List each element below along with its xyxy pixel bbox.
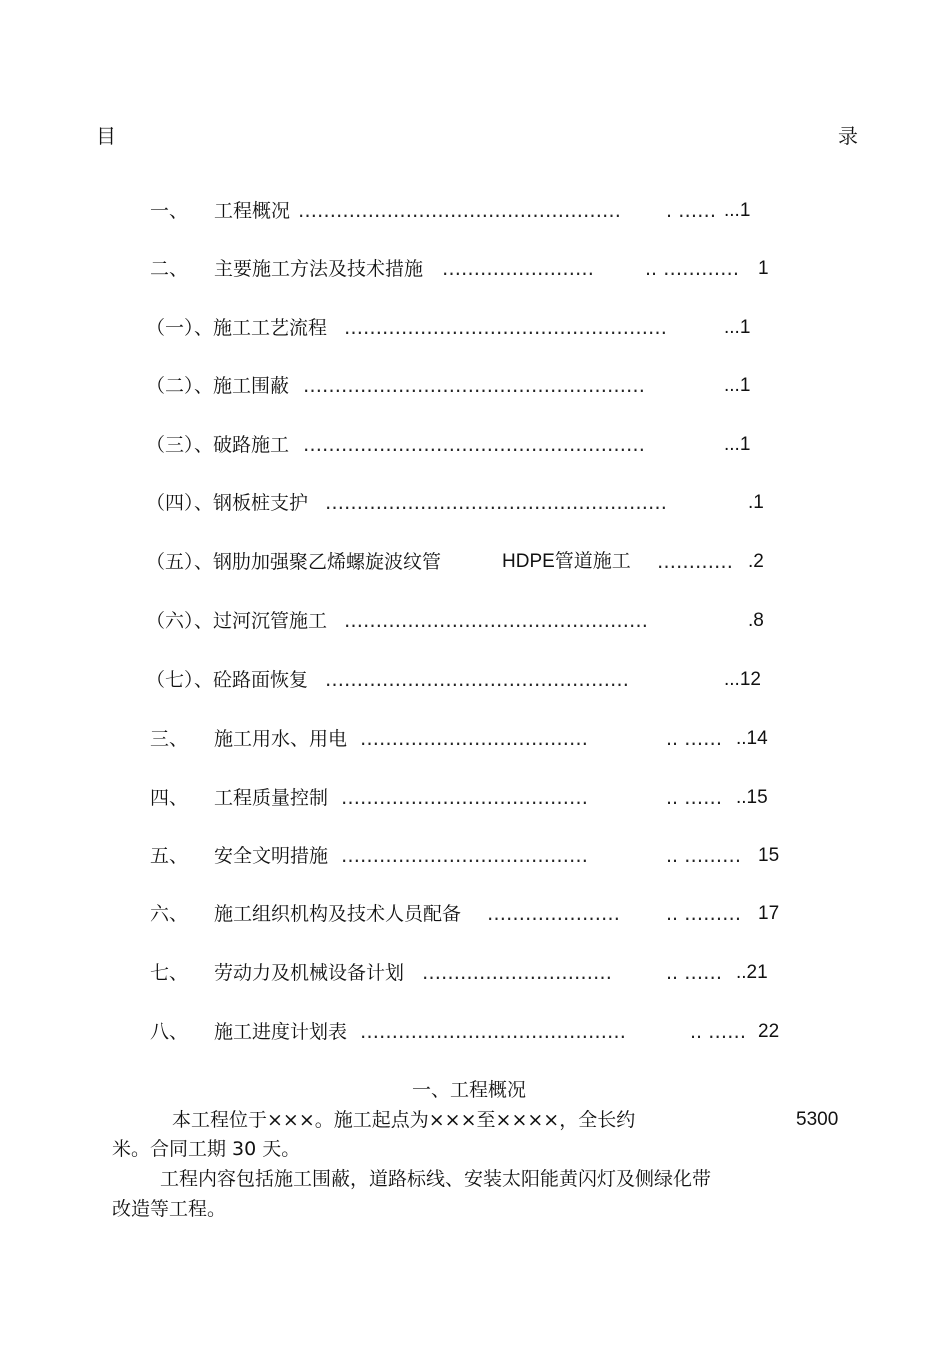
paragraph-1-line-2: 米。合同工期 30 天。 [112, 1138, 301, 1160]
toc-entry-leaders: ………………………………… [341, 787, 588, 809]
toc-entry [0, 961, 950, 987]
toc-entry-number: （二） [146, 375, 204, 397]
toc-entry-number: （一） [146, 317, 204, 339]
toc-entry-page: 15 [758, 845, 780, 866]
toc-entry-number: （四） [146, 492, 204, 514]
toc-entry [0, 844, 950, 870]
toc-entry-number: 四、 [150, 787, 189, 809]
toc-entry-leaders-mid: .. …… [690, 1021, 747, 1043]
toc-entry-leaders: ……………………………………………… [303, 375, 645, 397]
toc-entry-title: 、施工工艺流程 [194, 317, 328, 339]
toc-entry-title: 工程概况 [214, 200, 291, 222]
toc-entry [0, 1020, 950, 1046]
toc-entry-title: 、砼路面恢复 [194, 669, 309, 691]
toc-entry [0, 727, 950, 753]
toc-entry-page: .1 [748, 492, 764, 513]
toc-entry-leaders-mid: .. ………… [645, 258, 740, 280]
toc-entry-title: 主要施工方法及技术措施 [214, 258, 424, 280]
toc-entry-page: ...12 [724, 669, 761, 690]
toc-entry [0, 374, 950, 400]
toc-entry-title: 、破路施工 [194, 434, 290, 456]
toc-title-right: 录 [838, 124, 858, 148]
section-heading: 一、工程概况 [412, 1079, 527, 1101]
toc-entry-leaders: …………………………………………… [344, 317, 667, 339]
toc-entry [0, 609, 950, 635]
toc-entry-number: 三、 [150, 728, 189, 750]
toc-entry-leaders: …………………… [442, 258, 594, 280]
toc-entry [0, 902, 950, 928]
paragraph-2-line-1: 工程内容包括施工围蔽，道路标线、安装太阳能黄闪灯及侧绿化带 [160, 1168, 712, 1190]
toc-entry-number: 五、 [150, 845, 189, 867]
toc-entry-leaders: …………………………………… [360, 1021, 626, 1043]
toc-entry-leaders: ………………………………………… [325, 669, 629, 691]
toc-entry [0, 668, 950, 694]
toc-entry-title: 、过河沉管施工 [194, 610, 328, 632]
toc-entry-title: 施工组织机构及技术人员配备 [214, 903, 462, 925]
toc-entry-leaders-mid: .. ……… [666, 845, 742, 867]
toc-entry-leaders: ………………………………………… [344, 610, 648, 632]
toc-entry-leaders-mid: .. …… [666, 787, 723, 809]
toc-entry-leaders: ………………………………… [341, 845, 588, 867]
toc-entry-number: （五） [146, 551, 204, 573]
toc-entry [0, 433, 950, 459]
toc-entry-page: 1 [758, 258, 769, 279]
toc-entry-title: 施工进度计划表 [214, 1021, 348, 1043]
toc-title-left: 目 [96, 124, 116, 148]
toc-entry-page: ...1 [724, 434, 751, 455]
toc-entry-number: 六、 [150, 903, 189, 925]
toc-entry-page: ..14 [736, 728, 768, 749]
toc-entry-page: .8 [748, 610, 764, 631]
toc-entry-leaders: ……………………………… [360, 728, 588, 750]
toc-entry [0, 199, 950, 225]
paragraph-1-line-1: 本工程位于×××。施工起点为×××至××××，全长约 [172, 1109, 636, 1131]
toc-entry-page: 17 [758, 903, 780, 924]
toc-entry-leaders: ………………… [487, 903, 620, 925]
toc-entry [0, 257, 950, 283]
toc-entry-number: （七） [146, 669, 204, 691]
toc-entry-leaders-mid: .. ……… [666, 903, 742, 925]
toc-entry-page: .2 [748, 551, 764, 572]
toc-entry-leaders: …………………………………………… [298, 200, 621, 222]
toc-entry-title-extra: HDPE管道施工 [502, 551, 631, 572]
toc-entry-number: 二、 [150, 258, 189, 280]
toc-entry-page: 22 [758, 1021, 780, 1042]
toc-entry-title: 、施工围蔽 [194, 375, 290, 397]
paragraph-2-line-2: 改造等工程。 [112, 1198, 227, 1220]
toc-entry [0, 550, 950, 576]
toc-entry [0, 786, 950, 812]
toc-entry-title: 、钢板桩支护 [194, 492, 309, 514]
toc-entry-page: ..15 [736, 787, 768, 808]
paragraph-1-number: 5300 [796, 1109, 839, 1130]
toc-entry-number: （六） [146, 610, 204, 632]
toc-entry-page: ..21 [736, 962, 768, 983]
toc-entry-number: 七、 [150, 962, 189, 984]
toc-entry-leaders: ………………………… [422, 962, 612, 984]
toc-entry-leaders: ………… [657, 551, 733, 573]
toc-entry-title: 劳动力及机械设备计划 [214, 962, 405, 984]
toc-entry-title: 施工用水、用电 [214, 728, 348, 750]
toc-entry-page: ...1 [724, 317, 751, 338]
toc-entry-title: 安全文明措施 [214, 845, 329, 867]
toc-entry-leaders: ……………………………………………… [325, 492, 667, 514]
toc-entry-title: 工程质量控制 [214, 787, 329, 809]
toc-entry-title: 、钢肋加强聚乙烯螺旋波纹管 [194, 551, 442, 573]
toc-entry [0, 316, 950, 342]
toc-entry-number: 一、 [150, 200, 189, 222]
toc-entry-leaders-mid: .. …… [666, 962, 723, 984]
toc-entry-leaders-mid: . …… [666, 200, 717, 222]
toc-entry-page: ...1 [724, 375, 751, 396]
toc-entry-page: ...1 [724, 200, 751, 221]
toc-entry-leaders-mid: .. …… [666, 728, 723, 750]
toc-entry-number: （三） [146, 434, 204, 456]
toc-entry-number: 八、 [150, 1021, 189, 1043]
toc-entry-leaders: ……………………………………………… [303, 434, 645, 456]
toc-entry [0, 491, 950, 517]
